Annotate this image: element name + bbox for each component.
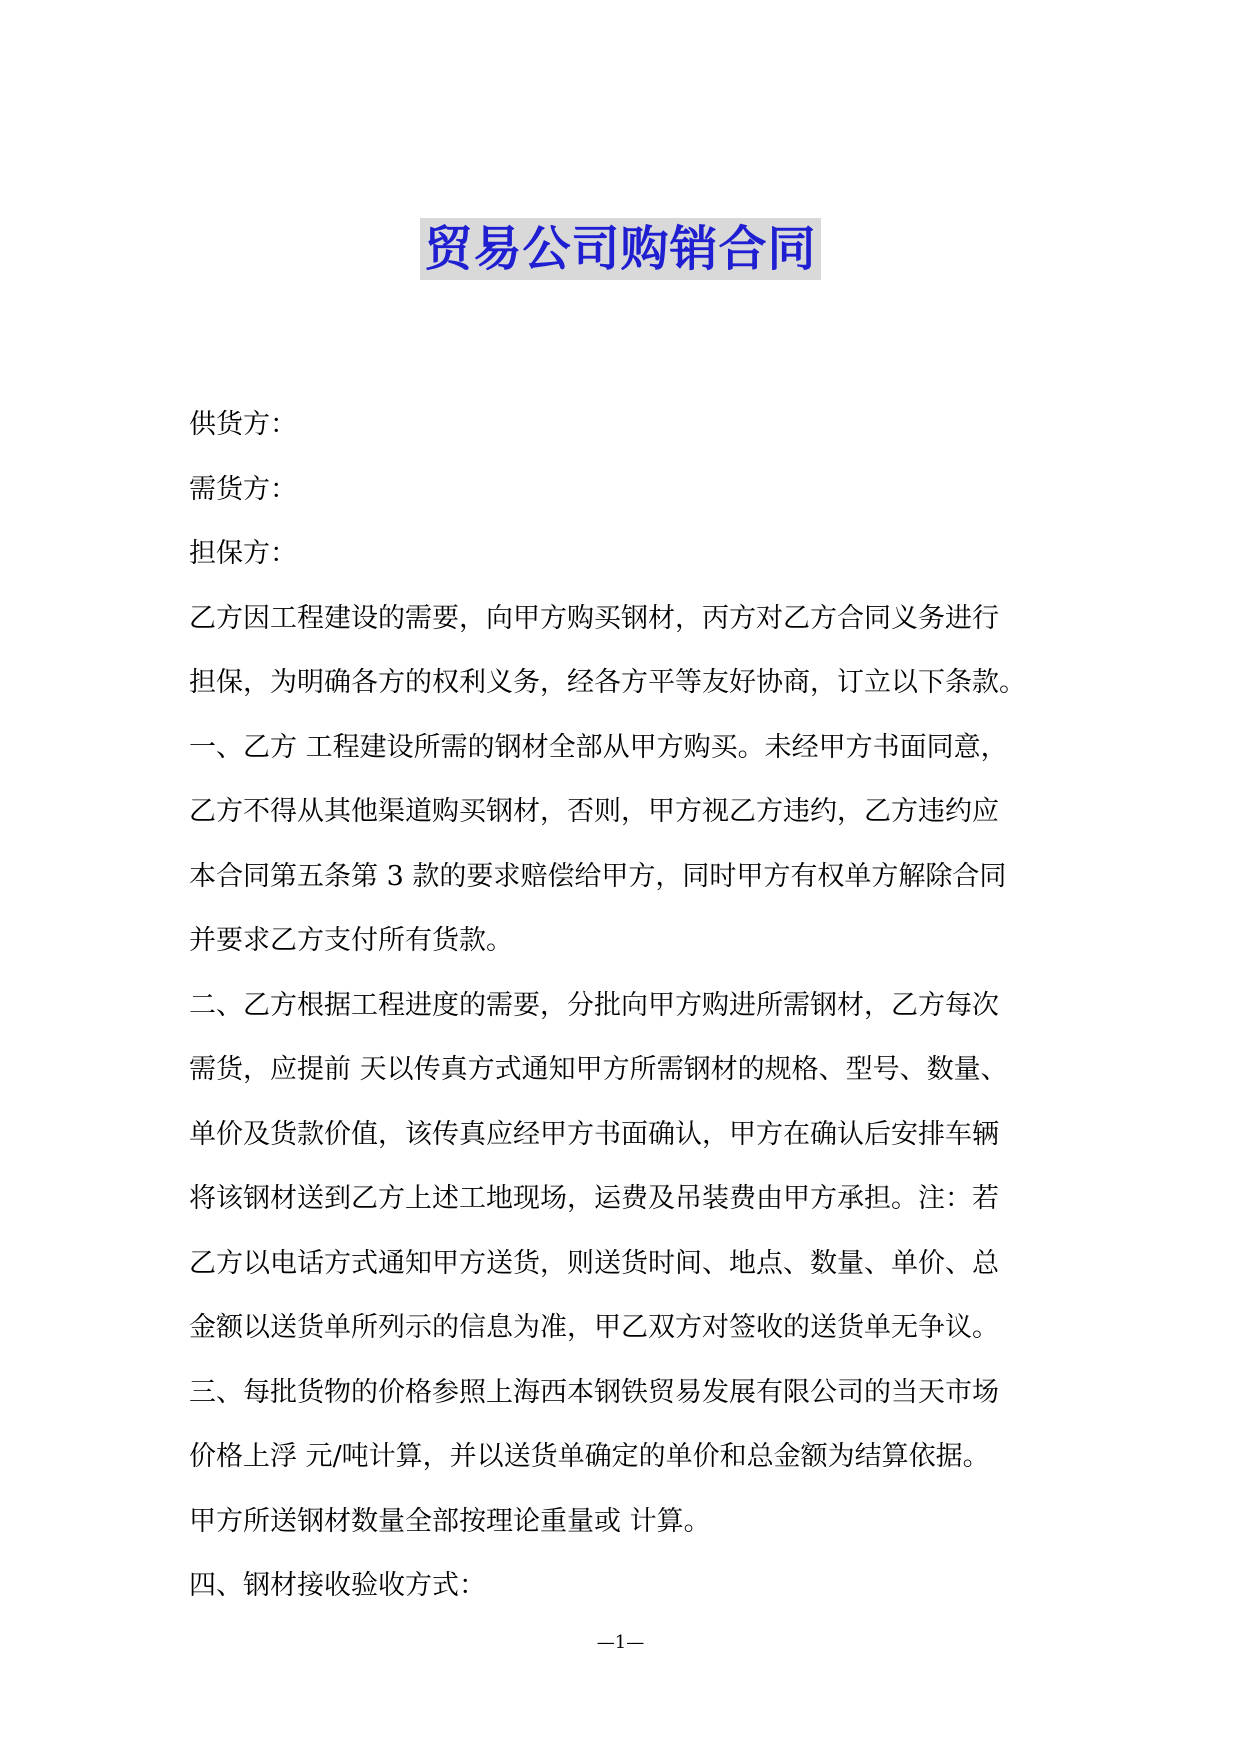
clause-2-line: 单价及货款价值，该传真应经甲方书面确认，甲方在确认后安排车辆 (189, 1118, 999, 1150)
clause-1-line: 一、乙方 工程建设所需的钢材全部从甲方购买。未经甲方书面同意， (189, 731, 1008, 763)
buyer-line: 需货方： (189, 473, 297, 505)
clause-2-line: 乙方以电话方式通知甲方送货，则送货时间、地点、数量、单价、总 (189, 1247, 999, 1279)
clause-4-line: 四、钢材接收验收方式： (189, 1570, 486, 1601)
clause-2-line: 需货，应提前 天以传真方式通知甲方所需钢材的规格、型号、数量、 (189, 1054, 1008, 1085)
paragraph-line: 乙方因工程建设的需要，向甲方购买钢材，丙方对乙方合同义务进行 (189, 602, 999, 634)
supplier-line: 供货方： (189, 409, 297, 440)
clause-3-line: 甲方所送钢材数量全部按理论重量或 计算。 (189, 1505, 711, 1537)
clause-1-line: 本合同第五条第 3 款的要求赔偿给甲方，同时甲方有权单方解除合同 (189, 860, 1007, 892)
document-title: 贸易公司购销合同 (420, 218, 820, 280)
clause-2-line: 二、乙方根据工程进度的需要，分批向甲方购进所需钢材，乙方每次 (189, 989, 999, 1021)
paragraph-line: 担保，为明确各方的权利义务，经各方平等友好协商，订立以下条款。 (189, 667, 1026, 698)
guarantor-line: 担保方： (189, 538, 297, 569)
clause-2-line: 金额以送货单所列示的信息为准，甲乙双方对签收的送货单无争议。 (189, 1312, 999, 1343)
contract-body (189, 393, 1069, 1619)
clause-1-line: 并要求乙方支付所有货款。 (189, 925, 513, 956)
clause-3-line: 三、每批货物的价格参照上海西本钢铁贸易发展有限公司的当天市场 (189, 1376, 999, 1408)
clause-1-line: 乙方不得从其他渠道购买钢材，否则，甲方视乙方违约，乙方违约应 (189, 796, 999, 827)
page-number: —1— (596, 1632, 645, 1653)
title-container (0, 218, 1241, 280)
clause-3-line: 价格上浮 元/吨计算，并以送货单确定的单价和总金额为结算依据。 (189, 1441, 990, 1472)
clause-2-line: 将该钢材送到乙方上述工地现场，运费及吊装费由甲方承担。注：若 (189, 1183, 999, 1214)
